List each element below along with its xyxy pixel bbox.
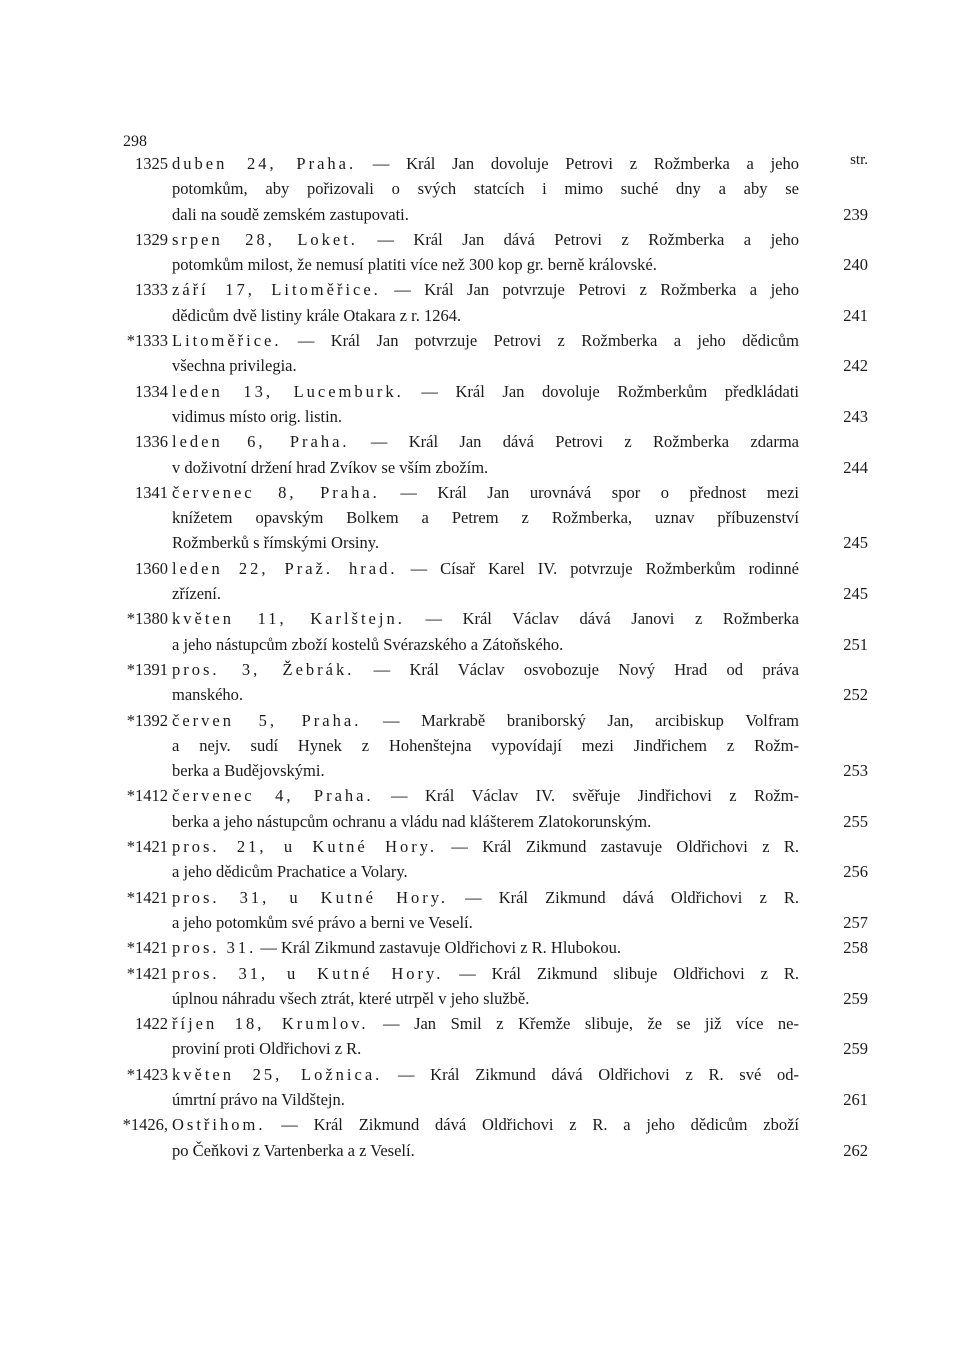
entry-text <box>172 986 799 1011</box>
register-entry <box>0 885 960 936</box>
entry-year: 1336 <box>135 432 168 452</box>
entry-page-ref: 241 <box>843 305 868 325</box>
entry-line <box>0 151 960 176</box>
register-entry <box>0 429 960 480</box>
entry-summary: dědicům dvě listiny krále Otakara z r. 1264. <box>172 305 462 325</box>
register-entry <box>0 227 960 278</box>
entry-page-ref: 262 <box>843 1140 868 1160</box>
entry-date-place: srpen 28, Loket. <box>172 229 358 249</box>
entry-date-place: září 17, Litoměřice. <box>172 280 381 300</box>
entry-text <box>172 758 799 783</box>
entry-date-place: říjen 18, Krumlov. <box>172 1014 369 1034</box>
entry-year: *1423 <box>126 1064 168 1084</box>
register-entry <box>0 1062 960 1113</box>
entry-line <box>0 834 960 859</box>
entry-summary: — Král Jan potvrzuje Petrovi z Rožmberka a jeho <box>380 280 799 300</box>
entry-line <box>0 429 960 454</box>
entry-text <box>172 708 799 733</box>
entry-text <box>172 632 799 657</box>
entry-summary: dali na soudě zemském zastupovati. <box>172 204 409 224</box>
entry-date-place: pros. 31, u Kutné Hory. <box>172 963 444 983</box>
entry-page-ref: 243 <box>843 406 868 426</box>
entry-summary: vidimus místo orig. listin. <box>172 406 343 426</box>
entry-page-ref: 244 <box>843 457 868 477</box>
register-entry <box>0 783 960 834</box>
entry-page-ref: 257 <box>843 912 868 932</box>
entry-line <box>0 581 960 606</box>
entry-summary: — Král Václav IV. svěřuje Jindřichovi z Rožm- <box>373 786 799 806</box>
register-entry <box>0 961 960 1012</box>
entry-summary: knížetem opavským Bolkem a Petrem z Rožmberka, uznav příbuzenství <box>172 508 799 528</box>
entry-date-place: duben 24, Praha. <box>172 154 357 173</box>
entry-page-ref: 239 <box>843 204 868 224</box>
entry-text <box>172 1011 799 1036</box>
entry-year: *1391 <box>126 659 168 679</box>
entry-text <box>172 353 799 378</box>
register-entry <box>0 606 960 657</box>
entry-summary: — Král Jan potvrzuje Petrovi z Rožmberka a jeho dědicům <box>281 331 799 351</box>
entry-date-place: květen 25, Ložnica. <box>172 1064 383 1084</box>
entry-line <box>0 1062 960 1087</box>
entry-line <box>0 176 960 201</box>
page-column-label: str. <box>850 152 868 168</box>
entry-line <box>0 632 960 657</box>
entry-text <box>172 303 799 328</box>
entry-summary: všechna privilegia. <box>172 356 297 376</box>
entry-text <box>172 455 799 480</box>
entry-date-place: leden 22, Praž. hrad. <box>172 558 398 578</box>
entry-summary: po Čeňkovi z Vartenberka a z Veselí. <box>172 1140 415 1160</box>
entry-summary: proviní proti Oldřichovi z R. <box>172 1039 362 1059</box>
entry-line <box>0 708 960 733</box>
entry-summary: berka a Budějovskými. <box>172 761 325 781</box>
entry-year: *1412 <box>126 786 168 806</box>
entry-date-place: leden 6, Praha. <box>172 432 350 452</box>
entry-line <box>0 379 960 404</box>
entry-line <box>0 404 960 429</box>
entry-date-place: pros. 21, u Kutné Hory. <box>172 837 438 857</box>
entry-line <box>0 758 960 783</box>
entry-year: 1422 <box>135 1014 168 1034</box>
entry-line <box>0 1112 960 1137</box>
entry-summary: — Král Jan dovoluje Rožmberkům předkládati <box>403 381 799 401</box>
entry-date-place: červenec 4, Praha. <box>172 786 374 806</box>
entry-page-ref: 240 <box>843 255 868 275</box>
entry-text <box>172 429 799 454</box>
entry-summary: — Markrabě braniborský Jan, arcibiskup Volfram <box>361 710 799 730</box>
entry-text <box>172 505 799 530</box>
entry-page-ref: 255 <box>843 811 868 831</box>
entry-page-ref: 256 <box>843 862 868 882</box>
entry-year: *1426, <box>122 1115 168 1135</box>
entry-summary: potomkům milost, že nemusí platiti více než 300 kop gr. berně královské. <box>172 255 657 275</box>
entry-line <box>0 657 960 682</box>
entry-line <box>0 353 960 378</box>
entry-text <box>172 252 799 277</box>
entry-summary: — Král Jan urovnává spor o přednost mezi <box>379 482 799 502</box>
entry-line <box>0 303 960 328</box>
entry-page-ref: 261 <box>843 1089 868 1109</box>
entry-summary: v doživotní držení hrad Zvíkov se vším zbožím. <box>172 457 489 477</box>
entry-year: 1333 <box>135 280 168 300</box>
entry-line <box>0 961 960 986</box>
entry-date-place: červenec 8, Praha. <box>172 482 380 502</box>
register-entry <box>0 277 960 328</box>
entry-year: *1421 <box>126 963 168 983</box>
entry-line <box>0 986 960 1011</box>
entry-summary: a jeho nástupcům zboží kostelů Svérazského a Zátoňského. <box>172 634 564 654</box>
entry-date-place: červen 5, Praha. <box>172 710 362 730</box>
entry-summary: a jeho dědicům Prachatice a Volary. <box>172 862 408 882</box>
entry-summary: — Jan Smil z Křemže slibuje, že se již více ne- <box>368 1014 799 1034</box>
entry-text <box>172 859 799 884</box>
entry-year: *1392 <box>126 710 168 730</box>
entry-line <box>0 783 960 808</box>
register-entry <box>0 379 960 430</box>
entry-summary: úmrtní právo na Vildštejn. <box>172 1089 345 1109</box>
entry-line <box>0 480 960 505</box>
entry-line <box>0 1087 960 1112</box>
entry-date-place: pros. 3, Žebrák. <box>172 659 355 679</box>
entry-line <box>0 606 960 631</box>
register-entry <box>0 935 960 960</box>
entry-summary: potomkům, aby pořizovali o svých statcích i mimo suché dny a aby se <box>172 179 799 199</box>
entry-summary: — Král Zikmund dává Oldřichovi z R. své od- <box>382 1064 799 1084</box>
page-number: 298 <box>123 133 147 150</box>
entry-text <box>172 556 799 581</box>
entry-line <box>0 733 960 758</box>
entry-summary: — Král Zikmund dává Oldřichovi z R. <box>448 887 799 907</box>
entry-line <box>0 885 960 910</box>
entry-page-ref: 251 <box>843 634 868 654</box>
entry-line <box>0 556 960 581</box>
entry-page-ref: 242 <box>843 356 868 376</box>
entry-summary: a jeho potomkům své právo a berni ve Veselí. <box>172 912 473 932</box>
entry-text <box>172 202 799 227</box>
entry-text <box>172 1112 799 1137</box>
entry-text <box>172 657 799 682</box>
entry-line <box>0 202 960 227</box>
entry-page-ref: 245 <box>843 584 868 604</box>
register-entry <box>0 1112 960 1163</box>
register-entry <box>0 1011 960 1062</box>
entry-line <box>0 252 960 277</box>
entry-line <box>0 859 960 884</box>
entry-line <box>0 530 960 555</box>
entry-summary: zřízení. <box>172 584 222 604</box>
entry-summary: — Král Jan dává Petrovi z Rožmberka zdarma <box>349 432 799 452</box>
entry-text <box>172 1062 799 1087</box>
entry-summary: — Císař Karel IV. potvrzuje Rožmberkům rodinné <box>397 558 799 578</box>
entry-summary: — Král Václav osvobozuje Nový Hrad od práva <box>354 659 799 679</box>
register-entry <box>0 151 960 227</box>
entry-text <box>172 581 799 606</box>
entry-summary: berka a jeho nástupcům ochranu a vládu nad klášterem Zlatokorunským. <box>172 811 652 831</box>
entry-text <box>172 733 799 758</box>
register-entry <box>0 328 960 379</box>
entry-year: 1341 <box>135 482 168 502</box>
entry-line <box>0 1036 960 1061</box>
entry-line <box>0 910 960 935</box>
entry-summary: a nejv. sudí Hynek z Hohenštejna vypovídají mezi Jindřichem z Rožm- <box>172 735 799 755</box>
entry-line <box>0 935 960 960</box>
entry-summary: — Král Zikmund slibuje Oldřichovi z R. <box>443 963 799 983</box>
entry-page-ref: 252 <box>843 685 868 705</box>
register-entry <box>0 708 960 784</box>
entry-text <box>172 885 799 910</box>
entry-text <box>172 151 799 176</box>
entry-line <box>0 455 960 480</box>
entry-year: 1334 <box>135 381 168 401</box>
entry-text <box>172 834 799 859</box>
entry-text <box>172 910 799 935</box>
entry-date-place: Litoměřice. <box>172 331 282 351</box>
register-entry <box>0 834 960 885</box>
entry-text <box>172 530 799 555</box>
register-entry <box>0 657 960 708</box>
entry-year: *1421 <box>126 887 168 907</box>
entry-text <box>172 783 799 808</box>
entry-date-place: květen 11, Karlštejn. <box>172 609 405 629</box>
entry-summary: — Král Zikmund zastavuje Oldřichovi z R. Hlubokou. <box>256 938 622 958</box>
entry-page-ref: 259 <box>843 1039 868 1059</box>
entry-line <box>0 505 960 530</box>
entry-year: *1421 <box>126 837 168 857</box>
entry-summary: manského. <box>172 685 244 705</box>
entry-year: *1333 <box>126 331 168 351</box>
entry-summary: úplnou náhradu všech ztrát, které utrpěl v jeho službě. <box>172 988 530 1008</box>
entry-text <box>172 809 799 834</box>
entry-text <box>172 227 799 252</box>
entry-line <box>0 1138 960 1163</box>
entry-text <box>172 277 799 302</box>
entry-text <box>172 606 799 631</box>
entry-text <box>172 1036 799 1061</box>
entry-date-place: pros. 31, u Kutné Hory. <box>172 887 449 907</box>
entry-date-place: Ostřihom. <box>172 1115 266 1135</box>
entry-page-ref: 245 <box>843 533 868 553</box>
entry-summary: — Král Jan dovoluje Petrovi z Rožmberka a jeho <box>356 154 799 173</box>
entry-text <box>172 404 799 429</box>
entry-line <box>0 809 960 834</box>
entry-line <box>0 682 960 707</box>
entry-line <box>0 227 960 252</box>
entry-summary: — Král Václav dává Janovi z Rožmberka <box>404 609 799 629</box>
entry-summary: — Král Zikmund zastavuje Oldřichovi z R. <box>437 837 799 857</box>
entry-year: *1380 <box>126 609 168 629</box>
entry-page-ref: 258 <box>843 938 868 958</box>
entry-year: 1360 <box>135 558 168 578</box>
entry-text <box>172 1087 799 1112</box>
entry-line <box>0 328 960 353</box>
entry-text <box>172 935 799 960</box>
entry-text <box>172 480 799 505</box>
entry-date-place: pros. 31. <box>172 938 257 958</box>
entry-text <box>172 961 799 986</box>
entry-page-ref: 253 <box>843 761 868 781</box>
entry-text <box>172 328 799 353</box>
entry-page-ref: 259 <box>843 988 868 1008</box>
register-entry <box>0 480 960 556</box>
entry-date-place: leden 13, Lucemburk. <box>172 381 404 401</box>
entry-text <box>172 176 799 201</box>
entry-year: *1421 <box>126 938 168 958</box>
entry-summary: — Král Zikmund dává Oldřichovi z R. a jeho dědicům zboží <box>265 1115 799 1135</box>
entry-year: 1329 <box>135 229 168 249</box>
entry-year: 1325 <box>135 154 168 173</box>
entry-line <box>0 277 960 302</box>
entry-summary: Rožmberků s římskými Orsiny. <box>172 533 379 553</box>
entry-text <box>172 1138 799 1163</box>
entry-summary: — Král Jan dává Petrovi z Rožmberka a jeho <box>357 229 799 249</box>
entry-line <box>0 1011 960 1036</box>
entry-text <box>172 682 799 707</box>
register-entry <box>0 556 960 607</box>
register-entries <box>0 151 960 1163</box>
entry-text <box>172 379 799 404</box>
